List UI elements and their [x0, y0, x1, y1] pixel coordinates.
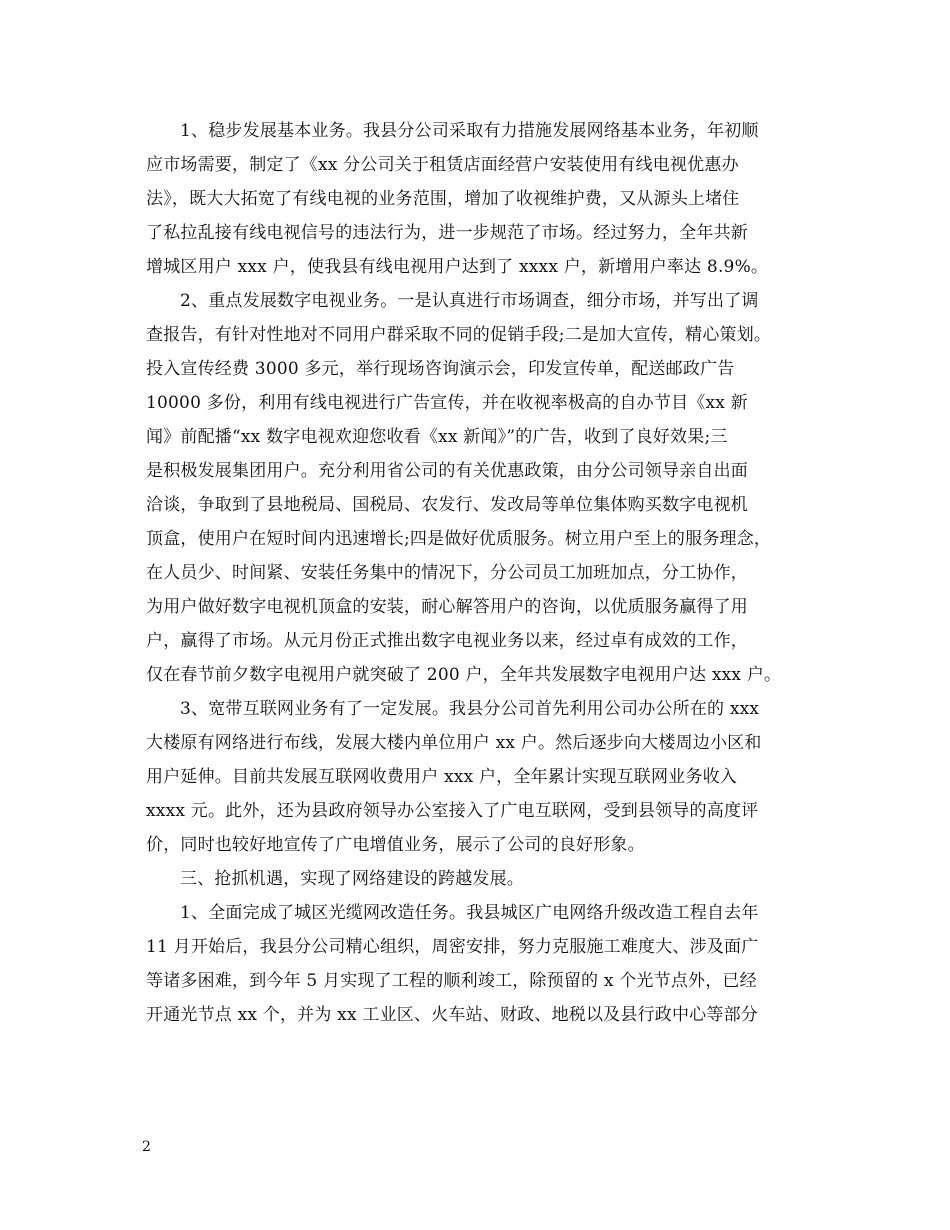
- text-line: xxxx 元。此外，还为县政府领导办公室接入了广电互联网，受到县领导的高度评: [146, 801, 759, 821]
- text-line: 应市场需要，制定了《xx 分公司关于租赁店面经营户安装使用有线电视优惠办: [146, 155, 739, 175]
- page-number: 2: [142, 1139, 151, 1155]
- text-line: 洽谈，争取到了县地税局、国税局、农发行、发改局等单位集体购买数字电视机: [146, 495, 748, 515]
- text-line: 在人员少、时间紧、安装任务集中的情况下，分公司员工加班加点，分工协作，: [146, 563, 748, 583]
- text-line: 用户延伸。目前共发展互联网收费用户 xxx 户，全年累计实现互联网业务收入: [146, 767, 737, 787]
- text-line: 顶盒，使用户在短时间内迅速增长;四是做好优质服务。树立用户至上的服务理念，: [146, 529, 772, 549]
- text-line: 了私拉乱接有线电视信号的违法行为，进一步规范了市场。经过努力，全年共新: [146, 223, 748, 243]
- text-line: 仅在春节前夕数字电视用户就突破了 200 户，全年共发展数字电视用户达 xxx 户。: [146, 665, 782, 685]
- text-line: 开通光节点 xx 个，并为 xx 工业区、火车站、财政、地税以及县行政中心等部分: [146, 1005, 758, 1025]
- text-line: 1、全面完成了城区光缆网改造任务。我县城区广电网络升级改造工程自去年: [180, 903, 759, 923]
- text-line: 大楼原有网络进行布线，发展大楼内单位用户 xx 户。然后逐步向大楼周边小区和: [146, 733, 762, 753]
- text-line: 是积极发展集团用户。充分利用省公司的有关优惠政策，由分公司领导亲自出面: [146, 461, 748, 481]
- text-line: 为用户做好数字电视机顶盒的安装，耐心解答用户的咨询，以优质服务赢得了用: [146, 597, 748, 617]
- text-line: 户，赢得了市场。从元月份正式推出数字电视业务以来，经过卓有成效的工作，: [146, 631, 748, 651]
- section-heading: 三、抢抓机遇，实现了网络建设的跨越发展。: [180, 869, 524, 889]
- text-line: 价，同时也较好地宣传了广电增值业务，展示了公司的良好形象。: [146, 835, 645, 855]
- text-line: 等诸多困难，到今年 5 月实现了工程的顺利竣工，除预留的 x 个光节点外，已经: [146, 971, 757, 991]
- text-line: 投入宣传经费 3000 多元，举行现场咨询演示会，印发宣传单，配送邮政广告: [146, 359, 735, 379]
- text-line: 增城区用户 xxx 户，使我县有线电视用户达到了 xxxx 户，新增用户率达 8.9%。: [146, 257, 769, 277]
- text-line: 3、宽带互联网业务有了一定发展。我县分公司首先利用公司办公所在的 xxx: [180, 699, 760, 719]
- text-line: 11 月开始后，我县分公司精心组织，周密安排，努力克服施工难度大、涉及面广: [146, 937, 759, 957]
- text-line: 闻》前配播“xx 数字电视欢迎您收看《xx 新闻》”的广告，收到了良好效果;三: [146, 427, 728, 447]
- text-line: 2、重点发展数字电视业务。一是认真进行市场调查，细分市场，并写出了调: [180, 291, 759, 311]
- text-line: 查报告，有针对性地对不同用户群采取不同的促销手段;二是加大宣传，精心策划。: [146, 325, 772, 345]
- text-line: 10000 多份，利用有线电视进行广告宣传，并在收视率极高的自办节目《xx 新: [146, 393, 748, 413]
- text-line: 1、稳步发展基本业务。我县分公司采取有力措施发展网络基本业务，年初顺: [180, 121, 759, 141]
- text-line: 法》，既大大拓宽了有线电视的业务范围，增加了收视维护费，又从源头上堵住: [146, 189, 740, 209]
